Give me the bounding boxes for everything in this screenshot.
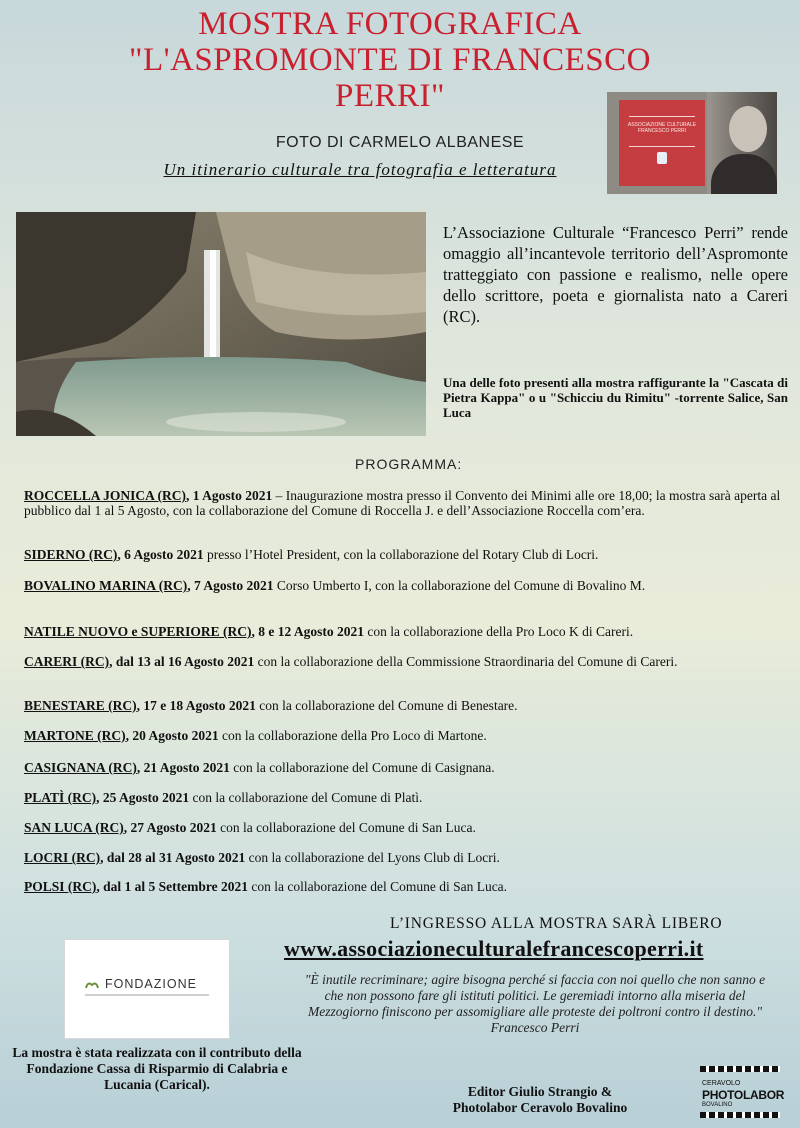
quote-text: "È inutile recriminare; agire bisogna perché si faccia con noi quello che non sanno e che non possono fare gli istituti politici. Le geremiadi intorno alla miseria del Mezzogiorno finiscono per assomigliare alle proteste dei poltroni contro il destino." bbox=[304, 972, 766, 1019]
photolabor-top-text: CERAVOLO bbox=[702, 1080, 741, 1087]
book-cover bbox=[619, 100, 705, 186]
waterfall-photo-image bbox=[16, 212, 426, 436]
book-cover-text: ASSOCIAZIONE CULTURALE FRANCESCO PERRI bbox=[627, 122, 697, 134]
editor-line-2: Photolabor Ceravolo Bovalino bbox=[452, 1100, 628, 1115]
photolabor-logo bbox=[700, 1064, 785, 1120]
event-item bbox=[24, 578, 792, 593]
event-date: , 17 e 18 Agosto 2021 bbox=[136, 698, 256, 713]
event-location: MARTONE (RC) bbox=[24, 728, 126, 743]
event-location: PLATÌ (RC) bbox=[24, 790, 97, 805]
event-date: , dal 28 al 31 Agosto 2021 bbox=[100, 850, 246, 865]
event-description: con la collaborazione del Comune di Benestare. bbox=[255, 698, 518, 713]
event-location: SAN LUCA (RC) bbox=[24, 820, 124, 835]
event-item bbox=[24, 820, 792, 835]
event-date: , 7 Agosto 2021 bbox=[187, 578, 274, 593]
film-strip-icon bbox=[700, 1066, 780, 1072]
fondazione-leaf-icon bbox=[85, 980, 99, 990]
event-date: , 21 Agosto 2021 bbox=[136, 760, 230, 775]
intro-paragraph: L’Associazione Culturale “Francesco Perri” rende omaggio all’incantevole territorio dell’Aspromonte tratteggiato con passione e realismo, nelle opere dello scrittore, poeta e giornalista nato a Careri (RC). bbox=[443, 223, 788, 326]
photolabor-bottom-text: BOVALINO bbox=[702, 1102, 733, 1108]
event-description: con la collaborazione del Comune di Platì. bbox=[189, 790, 423, 805]
event-location: SIDERNO (RC) bbox=[24, 547, 118, 562]
event-description: con la collaborazione della Pro Loco K di Careri. bbox=[364, 624, 634, 639]
event-item bbox=[24, 850, 792, 865]
event-date: , dal 13 al 16 Agosto 2021 bbox=[109, 654, 255, 669]
fondazione-logo bbox=[64, 939, 230, 1039]
fondazione-subline bbox=[85, 994, 209, 996]
event-location: POLSI (RC) bbox=[24, 879, 97, 894]
event-item bbox=[24, 790, 792, 805]
event-item bbox=[24, 654, 792, 669]
event-item bbox=[24, 624, 792, 639]
event-description: con la collaborazione del Comune di San Luca. bbox=[216, 820, 476, 835]
author-portrait bbox=[707, 92, 777, 194]
editor-credit bbox=[410, 1084, 670, 1116]
event-location: BOVALINO MARINA (RC) bbox=[24, 578, 188, 593]
photo-caption: Una delle foto presenti alla mostra raffigurante la "Cascata di Pietra Kappa" o u "Schicciu du Rimitu" -torrente Salice, San Luca bbox=[443, 375, 788, 420]
event-item bbox=[24, 547, 792, 562]
event-description: con la collaborazione del Comune di San Luca. bbox=[248, 879, 508, 894]
event-date: , 8 e 12 Agosto 2021 bbox=[251, 624, 364, 639]
free-entry-notice: L’INGRESSO ALLA MOSTRA SARÀ LIBERO bbox=[390, 915, 723, 932]
event-description: con la collaborazione del Lyons Club di Locri. bbox=[245, 850, 500, 865]
quote-author: Francesco Perri bbox=[490, 1020, 580, 1035]
event-date: , 27 Agosto 2021 bbox=[123, 820, 217, 835]
programma-heading: PROGRAMMA: bbox=[355, 456, 463, 472]
photolabor-main-text: PHOTOLABOR bbox=[702, 1088, 785, 1102]
sponsor-credit: La mostra è stata realizzata con il contributo della Fondazione Cassa di Risparmio di Calabria e Lucania (Carical). bbox=[12, 1045, 302, 1092]
title-line-1: MOSTRA FOTOGRAFICA bbox=[198, 6, 582, 42]
event-item bbox=[24, 760, 792, 775]
event-date: , 20 Agosto 2021 bbox=[125, 728, 219, 743]
event-item bbox=[24, 488, 792, 518]
event-location: BENESTARE (RC) bbox=[24, 698, 137, 713]
photographer-credit: FOTO DI CARMELO ALBANESE bbox=[275, 134, 525, 151]
event-description: con la collaborazione del Comune di Casignana. bbox=[229, 760, 495, 775]
event-item bbox=[24, 728, 792, 743]
tagline: Un itinerario culturale tra fotografia e letteratura bbox=[163, 160, 557, 179]
event-date: , 25 Agosto 2021 bbox=[96, 790, 190, 805]
event-description: Corso Umberto I, con la collaborazione del Comune di Bovalino M. bbox=[273, 578, 646, 593]
title-line-2: "L'ASPROMONTE DI FRANCESCO bbox=[129, 42, 651, 78]
event-description: – Inaugurazione mostra presso il Convento dei Minimi alle ore 18,00; la mostra sarà aperta al pubblico dal 1 al 5 Agosto, con la collaborazione del Comune di Roccella J. e dell’Associazione Roccella com’era. bbox=[24, 488, 781, 518]
event-location: LOCRI (RC) bbox=[24, 850, 101, 865]
crest-icon bbox=[657, 152, 667, 164]
fondazione-name: FONDAZIONE bbox=[105, 977, 197, 991]
event-location: CARERI (RC) bbox=[24, 654, 110, 669]
event-description: con la collaborazione della Commissione Straordinaria del Comune di Careri. bbox=[254, 654, 678, 669]
waterfall-photo bbox=[16, 212, 426, 436]
book-and-portrait-image bbox=[607, 92, 777, 194]
quote bbox=[300, 972, 770, 1036]
event-date: , dal 1 al 5 Settembre 2021 bbox=[96, 879, 249, 894]
film-strip-icon bbox=[700, 1112, 780, 1118]
event-location: NATILE NUOVO e SUPERIORE (RC) bbox=[24, 624, 252, 639]
event-date: , 1 Agosto 2021 bbox=[186, 488, 273, 503]
event-location: CASIGNANA (RC) bbox=[24, 760, 137, 775]
website-link[interactable]: www.associazioneculturalefrancescoperri.it bbox=[284, 936, 704, 961]
event-location: ROCCELLA JONICA (RC) bbox=[24, 488, 187, 503]
event-date: , 6 Agosto 2021 bbox=[117, 547, 204, 562]
title-line-3: PERRI" bbox=[335, 78, 445, 114]
event-item bbox=[24, 879, 792, 894]
event-item bbox=[24, 698, 792, 713]
event-description: con la collaborazione della Pro Loco di Martone. bbox=[218, 728, 487, 743]
editor-line-1: Editor Giulio Strangio & bbox=[467, 1084, 613, 1099]
event-description: presso l’Hotel President, con la collaborazione del Rotary Club di Locri. bbox=[203, 547, 599, 562]
